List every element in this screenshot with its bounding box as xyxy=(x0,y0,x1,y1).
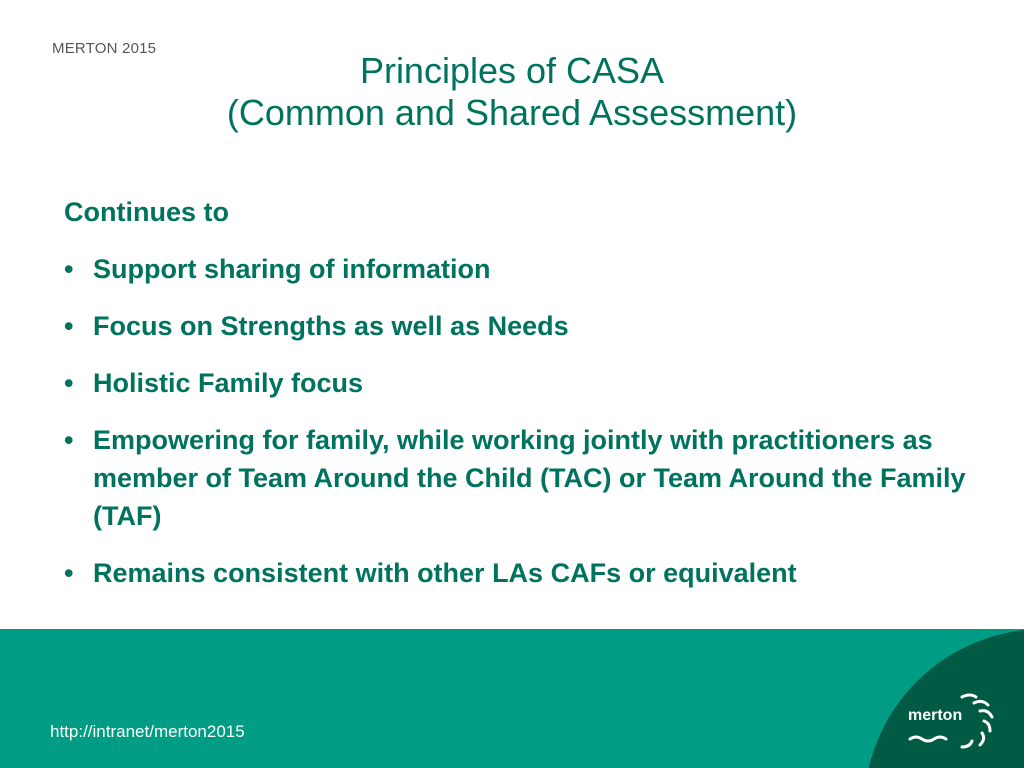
bullet-item xyxy=(64,364,1004,402)
bullet-list xyxy=(64,250,1004,592)
logo-swirl-icon xyxy=(900,687,1010,757)
bullet-icon: • xyxy=(64,368,74,398)
bullet-text: Holistic Family focus xyxy=(93,368,364,398)
bullet-text: Empowering for family, while working jointly with practitioners as member of Team Around the Child (TAC) or Team Around the Family (TAF) xyxy=(93,425,966,531)
logo-text: merton xyxy=(908,707,963,724)
intro-text: Continues to xyxy=(64,197,229,227)
bullet-text: Remains consistent with other LAs CAFs or equivalent xyxy=(93,558,797,588)
bullet-icon: • xyxy=(64,311,74,341)
bullet-icon: • xyxy=(64,425,74,455)
footer-band xyxy=(0,629,1024,768)
bullet-text: Support sharing of information xyxy=(93,254,491,284)
slide-title xyxy=(0,50,1024,134)
bullet-item xyxy=(64,307,1004,345)
title-line-2: (Common and Shared Assessment) xyxy=(226,92,798,133)
bullet-item xyxy=(64,421,1004,535)
bullet-icon: • xyxy=(64,254,74,284)
header-tag: MERTON 2015 xyxy=(52,40,157,57)
slide-body xyxy=(64,193,1004,611)
merton-logo xyxy=(900,687,1010,757)
footer-url-link[interactable]: http://intranet/merton2015 xyxy=(50,722,245,741)
bullet-item xyxy=(64,250,1004,288)
bullet-text: Focus on Strengths as well as Needs xyxy=(93,311,569,341)
bullet-icon: • xyxy=(64,558,74,588)
title-line-1: Principles of CASA xyxy=(359,50,665,91)
bullet-item xyxy=(64,554,1004,592)
